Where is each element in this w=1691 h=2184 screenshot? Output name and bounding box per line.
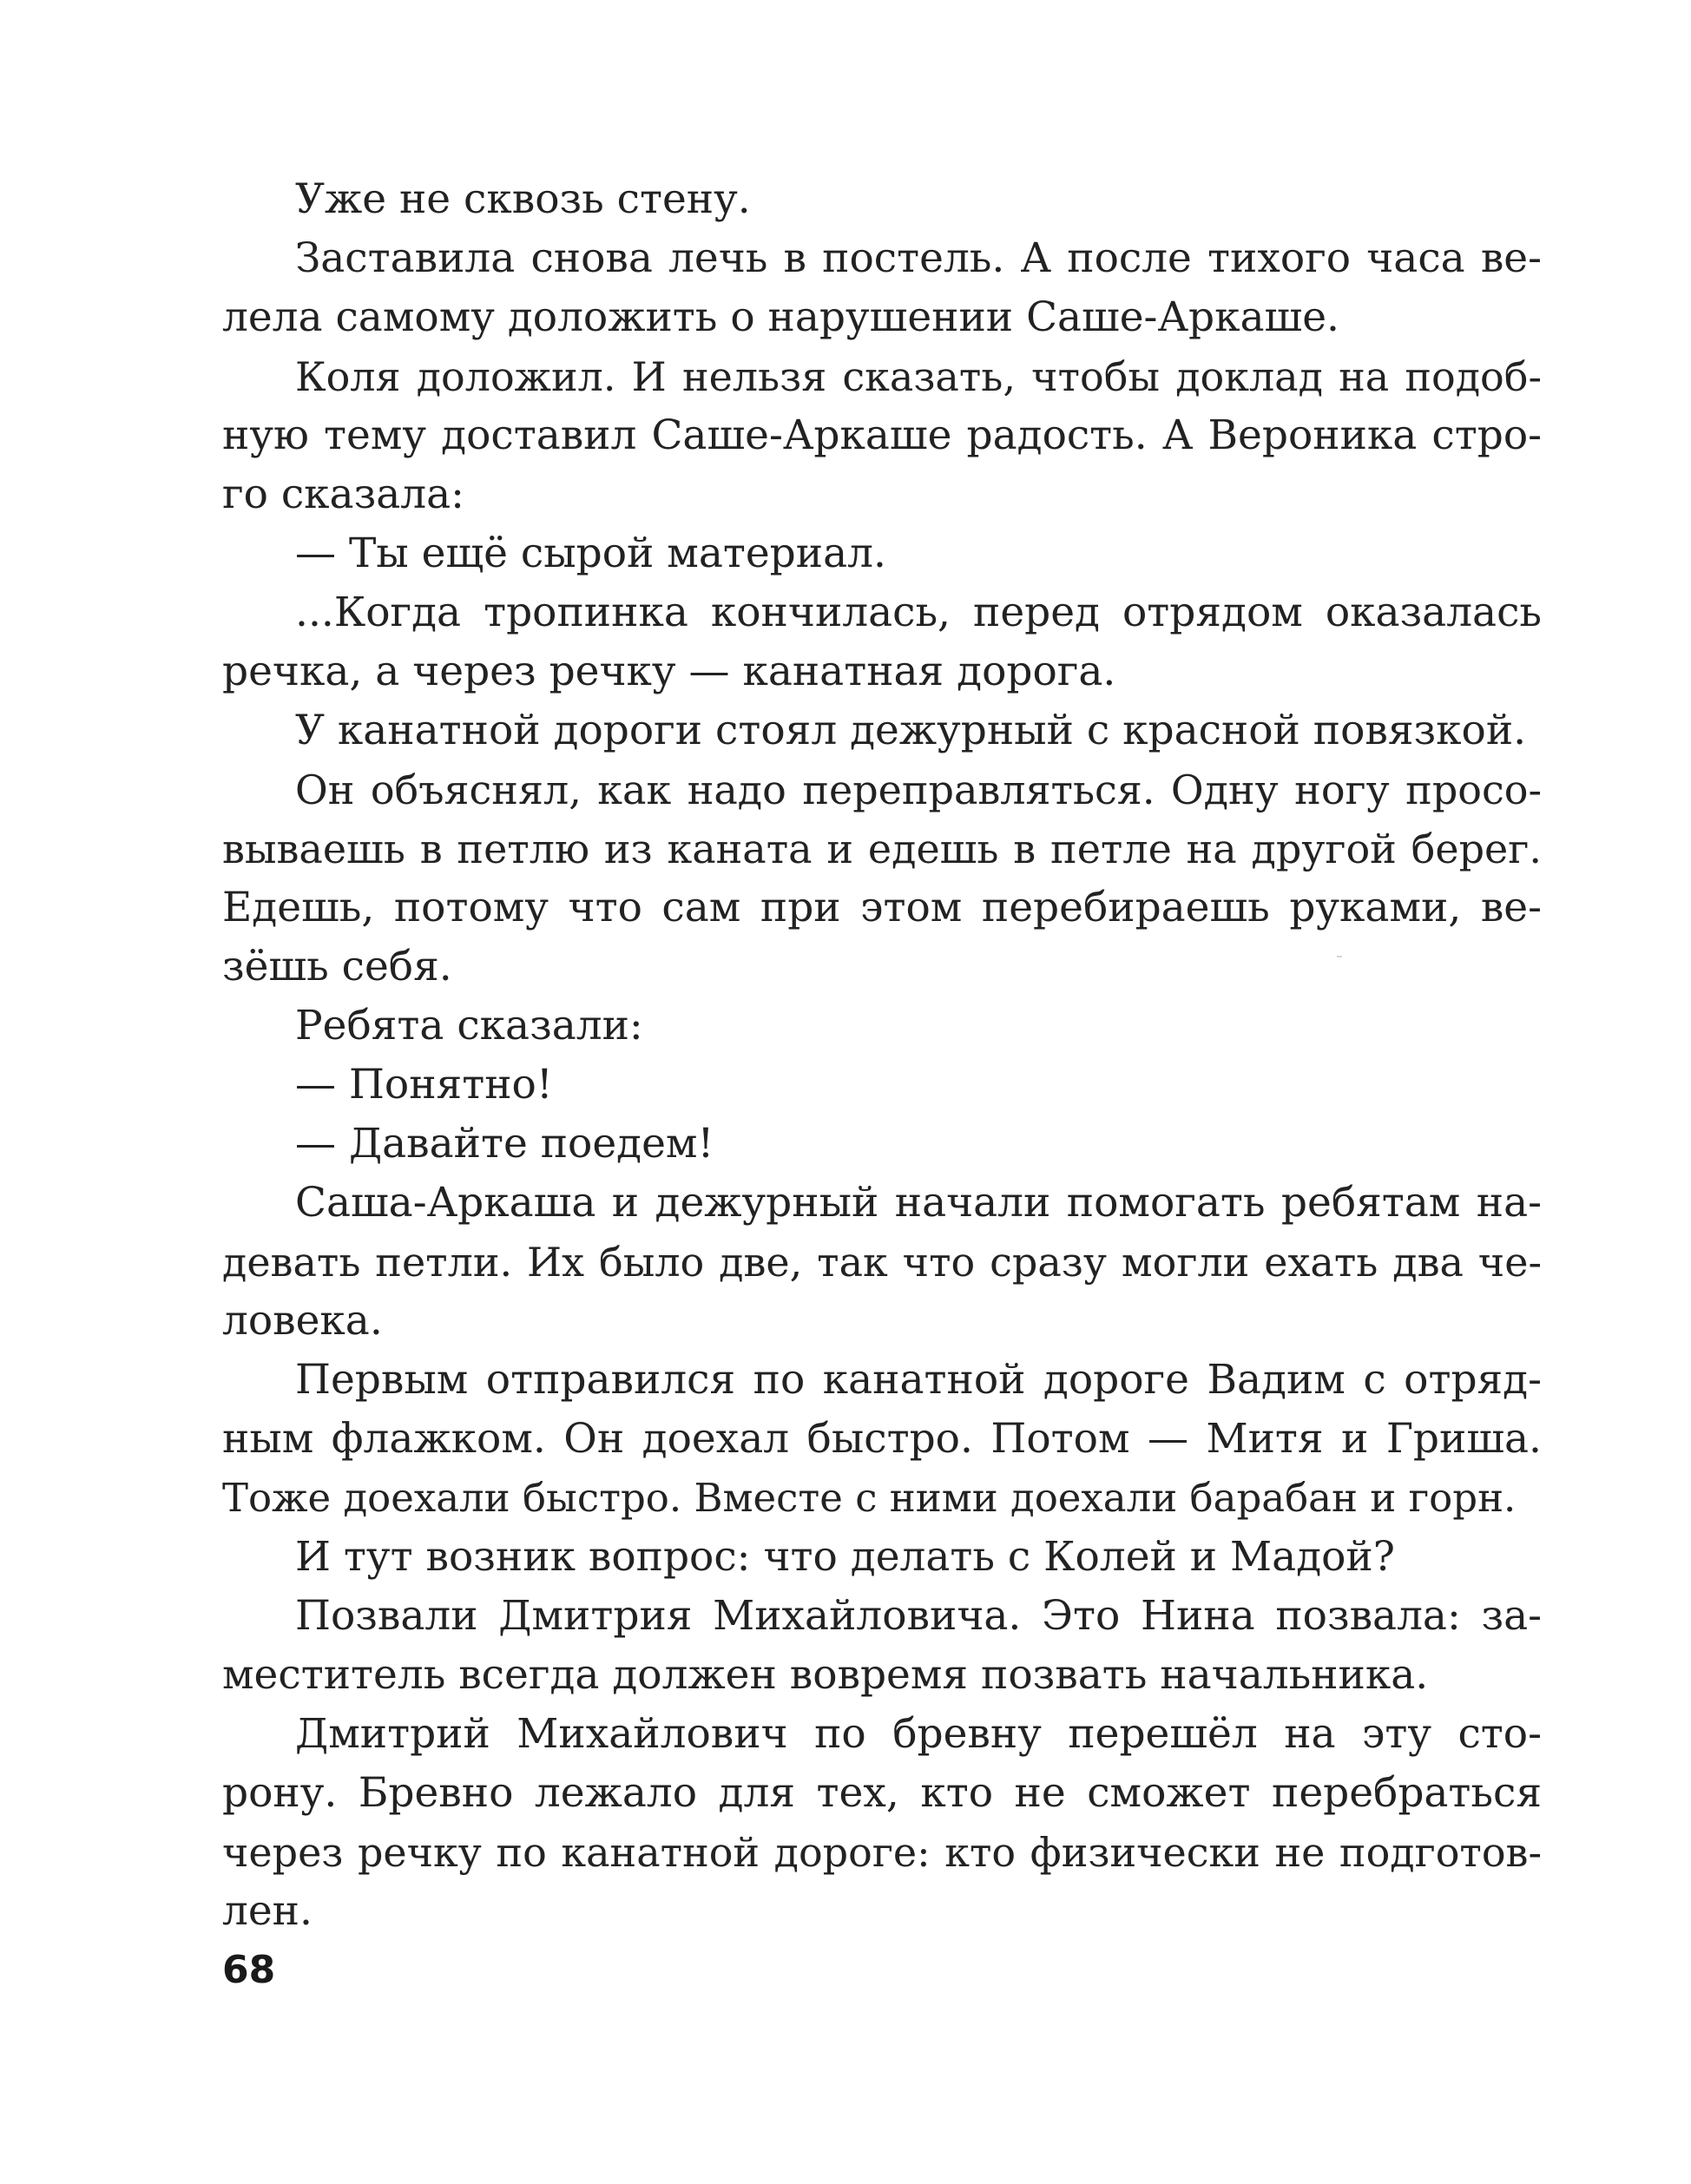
page-number: 68 bbox=[222, 1948, 276, 1992]
text-line: — Понятно! bbox=[295, 1061, 553, 1108]
text-line: Саша-Аркаша и дежурный начали помогать ребятам на- bbox=[295, 1179, 1542, 1227]
text-line: ...Когда тропинка кончилась, перед отрядом оказалась bbox=[295, 589, 1542, 636]
text-line: У канатной дороги стоял дежурный с красной повязкой. bbox=[295, 707, 1527, 754]
text-line: Тоже доехали быстро. Вместе с ними доехали барабан и горн. bbox=[222, 1475, 1517, 1521]
text-line: меститель всегда должен вовремя позвать начальника. bbox=[222, 1651, 1429, 1699]
text-line: Первым отправился по канатной дороге Вадим с отряд- bbox=[295, 1356, 1542, 1404]
text-line: Позвали Дмитрия Михайловича. Это Нина позвала: за- bbox=[295, 1592, 1542, 1640]
text-line: зёшь себя. bbox=[222, 943, 452, 990]
print-speck bbox=[1337, 956, 1342, 957]
text-line: Ребята сказали: bbox=[295, 1002, 643, 1049]
body-text bbox=[222, 170, 1542, 1941]
text-line: через речку по канатной дороге: кто физически не подготов- bbox=[222, 1829, 1542, 1876]
text-line: — Ты ещё сырой материал. bbox=[295, 530, 886, 577]
text-line: лела самому доложить о нарушении Саше-Аркаше. bbox=[222, 293, 1339, 341]
text-line: ным флажком. Он доехал быстро. Потом — Митя и Гриша. bbox=[222, 1415, 1542, 1463]
text-line: ную тему доставил Саше-Аркаше радость. А Вероника стро- bbox=[222, 411, 1542, 459]
text-line: И тут возник вопрос: что делать с Колей и Мадой? bbox=[295, 1533, 1395, 1581]
text-line: рону. Бревно лежало для тех, кто не сможет перебраться bbox=[222, 1769, 1542, 1817]
text-line: — Давайте поедем! bbox=[295, 1120, 714, 1168]
text-line: Он объяснял, как надо переправляться. Одну ногу просо- bbox=[295, 766, 1542, 813]
text-line: ловека. bbox=[222, 1297, 383, 1345]
text-line: Коля доложил. И нельзя сказать, чтобы доклад на подоб- bbox=[295, 353, 1542, 400]
text-line: девать петли. Их было две, так что сразу могли ехать два че- bbox=[222, 1239, 1542, 1286]
text-line: Дмитрий Михайлович по бревну перешёл на эту сто- bbox=[295, 1710, 1542, 1758]
text-line: вываешь в петлю из каната и едешь в петле на другой берег. bbox=[222, 826, 1542, 872]
text-line: Уже не сквозь стену. bbox=[295, 175, 751, 223]
text-line: Заставила снова лечь в постель. А после тихого часа ве- bbox=[295, 234, 1542, 282]
text-line: речка, а через речку — канатная дорога. bbox=[222, 648, 1116, 695]
text-line: го сказала: bbox=[222, 470, 464, 518]
text-line: лен. bbox=[222, 1887, 313, 1935]
text-line: Едешь, потому что сам при этом перебираешь руками, ве- bbox=[222, 884, 1542, 931]
